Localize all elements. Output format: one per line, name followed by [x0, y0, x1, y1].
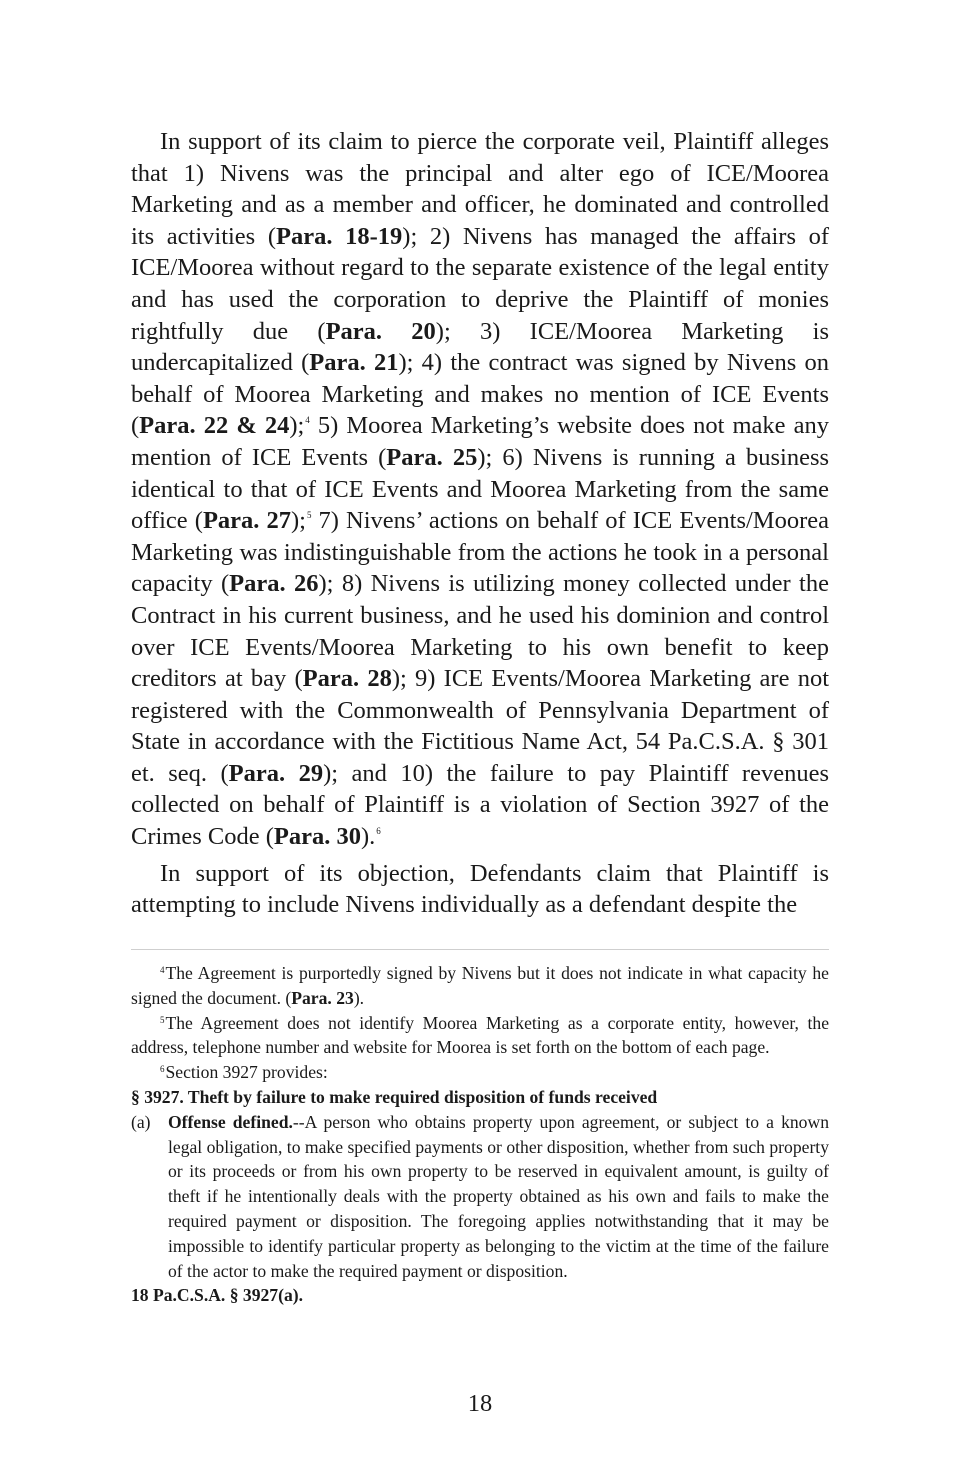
- text-run: ); 8) Nivens is utilizing money collected under the Contract in his current business, and he used his dominion and control over ICE Events/Moorea Marketing to his own benefit to keep creditors at bay (: [131, 570, 829, 693]
- footnote-text: The Agreement does not identify Moorea Marketing as a corporate entity, however, the address, telephone number and website for Moorea is set forth on the bottom of each page.: [131, 1012, 829, 1058]
- main-text: [131, 126, 829, 921]
- page-number: 18: [467, 1390, 493, 1417]
- footnote-text: Section 3927 provides:: [165, 1062, 328, 1083]
- footnote-reference: 6: [376, 826, 381, 837]
- para-reference: Para. 30: [273, 823, 361, 851]
- statute-subsection-body: [168, 1110, 829, 1284]
- footnote-divider: [131, 949, 829, 950]
- text-run: 7) Nivens’ actions on behalf of ICE Events/Moorea Marketing was indistinguishable from the actions he took in a personal capacity (: [131, 507, 830, 598]
- para-reference: Para. 18-19: [276, 222, 403, 250]
- text-run: 5) Moorea Marketing’s website does not make any mention of ICE Events (: [131, 412, 830, 471]
- para-reference: Para. 27: [202, 507, 291, 535]
- footnote-4: [131, 961, 829, 1011]
- statute-subsection-text: --A person who obtains property upon agreement, or subject to a known legal obligation, to make specified payments or other disposition, whether from such property or its proceeds or from his own property to be reserved in equivalent amount, is guilty of theft if he intentionally deals with the property obtained as his own and fails to make the required payment or disposition. The foregoing applies notwithstanding that it may be impossible to identify particular property as belonging to the victim at the time of the failure of the actor to make the required payment or disposition.: [168, 1111, 829, 1281]
- text-run: );: [289, 412, 305, 440]
- statute-subsection-letter: (a): [131, 1111, 151, 1132]
- statute-subsection-title: Offense defined.: [168, 1111, 293, 1132]
- paragraph-pierce-veil-allegations: [131, 126, 829, 853]
- para-reference: Para. 26: [229, 570, 319, 598]
- text-run: ); 6) Nivens is running a business identical to that of ICE Events and Moorea Marketing from the same office (: [131, 443, 830, 535]
- statute-subsection-a: [131, 1110, 829, 1284]
- text-run: In support of its claim to pierce the corporate veil, Plaintiff alleges that 1) Nivens was the principal and alter ego of ICE/Moorea Marketing and as a member and officer, he dominated and controlled its activities (: [131, 128, 829, 250]
- text-run: ); 9) ICE Events/Moorea Marketing are not registered with the Commonwealth of Pennsylvania Department of State in accordance with the Fictitious Name Act, 54 Pa.C.S.A. § 301 et. seq. (: [131, 665, 829, 787]
- footnotes: [131, 961, 829, 1308]
- para-reference: Para. 22 & 24: [139, 412, 290, 440]
- statute-citation: 18 Pa.C.S.A. § 3927(a).: [131, 1285, 304, 1306]
- para-reference: Para. 20: [325, 317, 436, 345]
- footnote-reference: 4: [305, 415, 310, 426]
- footnote-text: ).: [353, 987, 365, 1008]
- statute-heading: § 3927. Theft by failure to make required disposition of funds received: [131, 1086, 658, 1107]
- footnote-reference: 5: [306, 510, 312, 521]
- para-reference: Para. 23: [291, 987, 354, 1008]
- footnote-6: [131, 1060, 829, 1085]
- footnote-mark: 4: [160, 965, 165, 975]
- text-run: );: [291, 507, 306, 535]
- footnote-mark: 5: [160, 1014, 165, 1025]
- paragraph-defendants-objection: In support of its objection, Defendants claim that Plaintiff is attempting to include Nivens individually as a defendant despite the: [131, 859, 829, 919]
- para-reference: Para. 29: [228, 759, 324, 787]
- footnote-text: The Agreement is purportedly signed by Nivens but it does not indicate in what capacity he signed the document. (: [131, 963, 829, 1008]
- text-run: ).: [361, 823, 376, 851]
- text-run: ); 2) Nivens has managed the affairs of ICE/Moorea without regard to the separate existence of the legal entity and has used the corporation to deprive the Plaintiff of monies rightfully due (: [131, 222, 830, 345]
- para-reference: Para. 28: [302, 665, 392, 693]
- para-reference: Para. 21: [309, 349, 399, 377]
- footnote-5: [131, 1011, 829, 1061]
- footnote-mark: 6: [160, 1064, 165, 1075]
- text-run: ); 3) ICE/Moorea Marketing is undercapitalized (: [131, 317, 830, 377]
- text-run: ); and 10) the failure to pay Plaintiff revenues collected on behalf of Plaintiff is a violation of Section 3927 of the Crimes Code (: [131, 759, 829, 851]
- text-run: ); 4) the contract was signed by Nivens on behalf of Moorea Marketing and makes no mention of ICE Events (: [131, 349, 829, 440]
- para-reference: Para. 25: [386, 443, 478, 471]
